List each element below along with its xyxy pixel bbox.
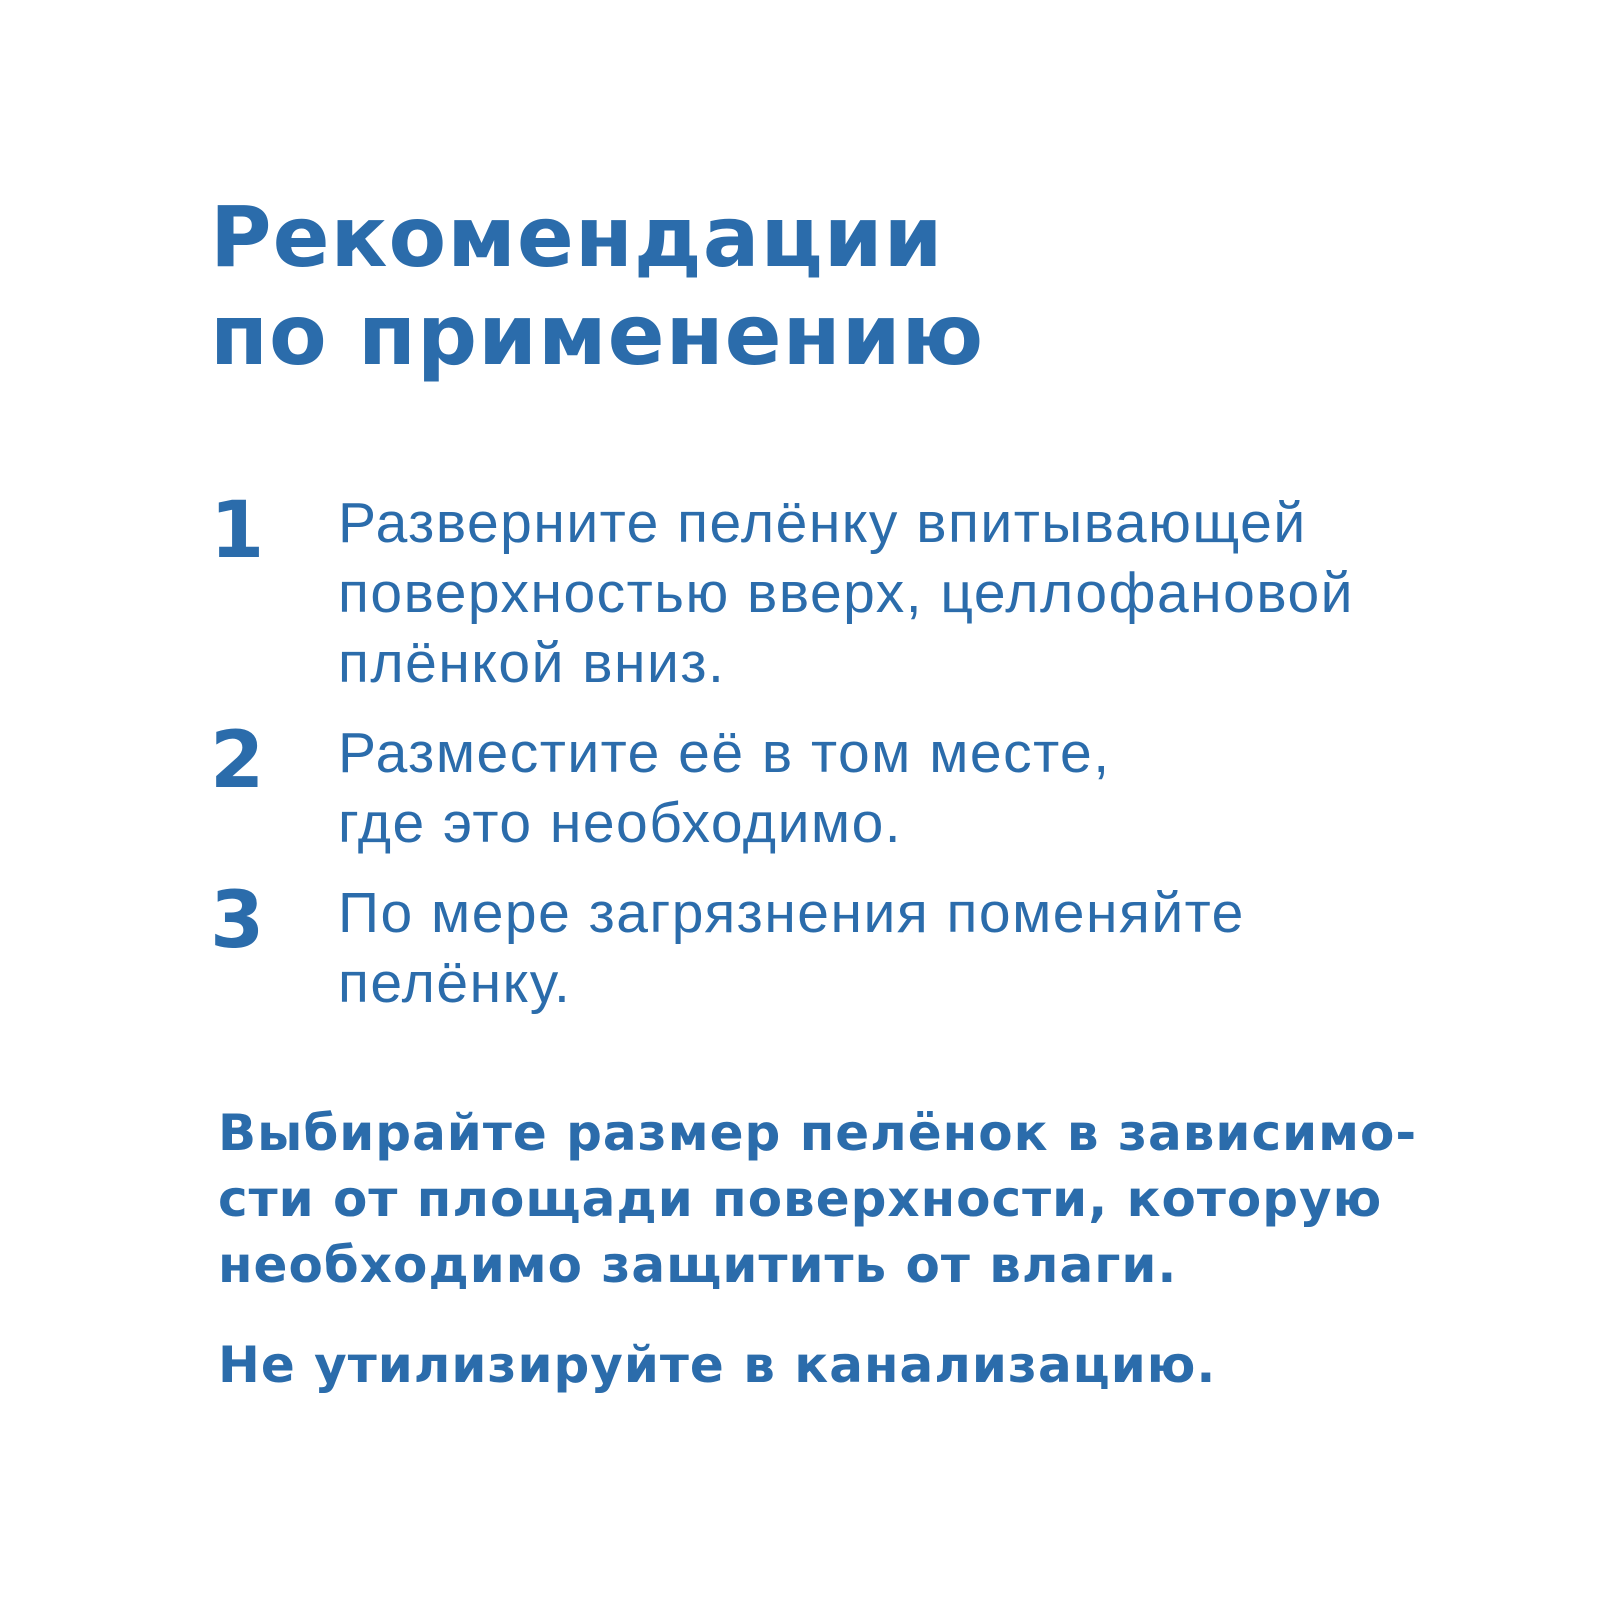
step-text xyxy=(338,878,1245,1018)
note-line: Не утилизируйте в канализацию. xyxy=(218,1336,1217,1394)
note-line: необходимо защитить от влаги. xyxy=(218,1236,1178,1294)
title-line-1: Рекомендации xyxy=(210,188,944,286)
note-line: Выбирайте размер пелёнок в зависимо- xyxy=(218,1104,1418,1162)
size-recommendation-note xyxy=(218,1100,1417,1298)
step-number: 3 xyxy=(210,876,265,966)
step-text-line: пелёнку. xyxy=(338,951,572,1015)
steps-list xyxy=(210,488,1480,1038)
step-text-line: Разверните пелёнку впитывающей xyxy=(338,491,1307,555)
step-text xyxy=(338,488,1354,698)
step-1 xyxy=(210,488,1480,698)
step-3 xyxy=(210,878,1480,1018)
step-text-line: Разместите её в том месте, xyxy=(338,721,1111,785)
step-text-line: По мере загрязнения поменяйте xyxy=(338,881,1245,945)
note-line: сти от площади поверхности, которую xyxy=(218,1170,1383,1228)
step-number: 1 xyxy=(210,486,265,576)
step-text-line: где это необходимо. xyxy=(338,791,903,855)
step-2 xyxy=(210,718,1480,858)
title-line-2: по применению xyxy=(210,286,985,384)
step-number: 2 xyxy=(210,716,265,806)
step-text xyxy=(338,718,1111,858)
page-title xyxy=(210,188,984,384)
disposal-warning xyxy=(218,1332,1216,1398)
step-text-line: поверхностью вверх, целлофановой xyxy=(338,561,1355,625)
step-text-line: плёнкой вниз. xyxy=(338,631,726,695)
